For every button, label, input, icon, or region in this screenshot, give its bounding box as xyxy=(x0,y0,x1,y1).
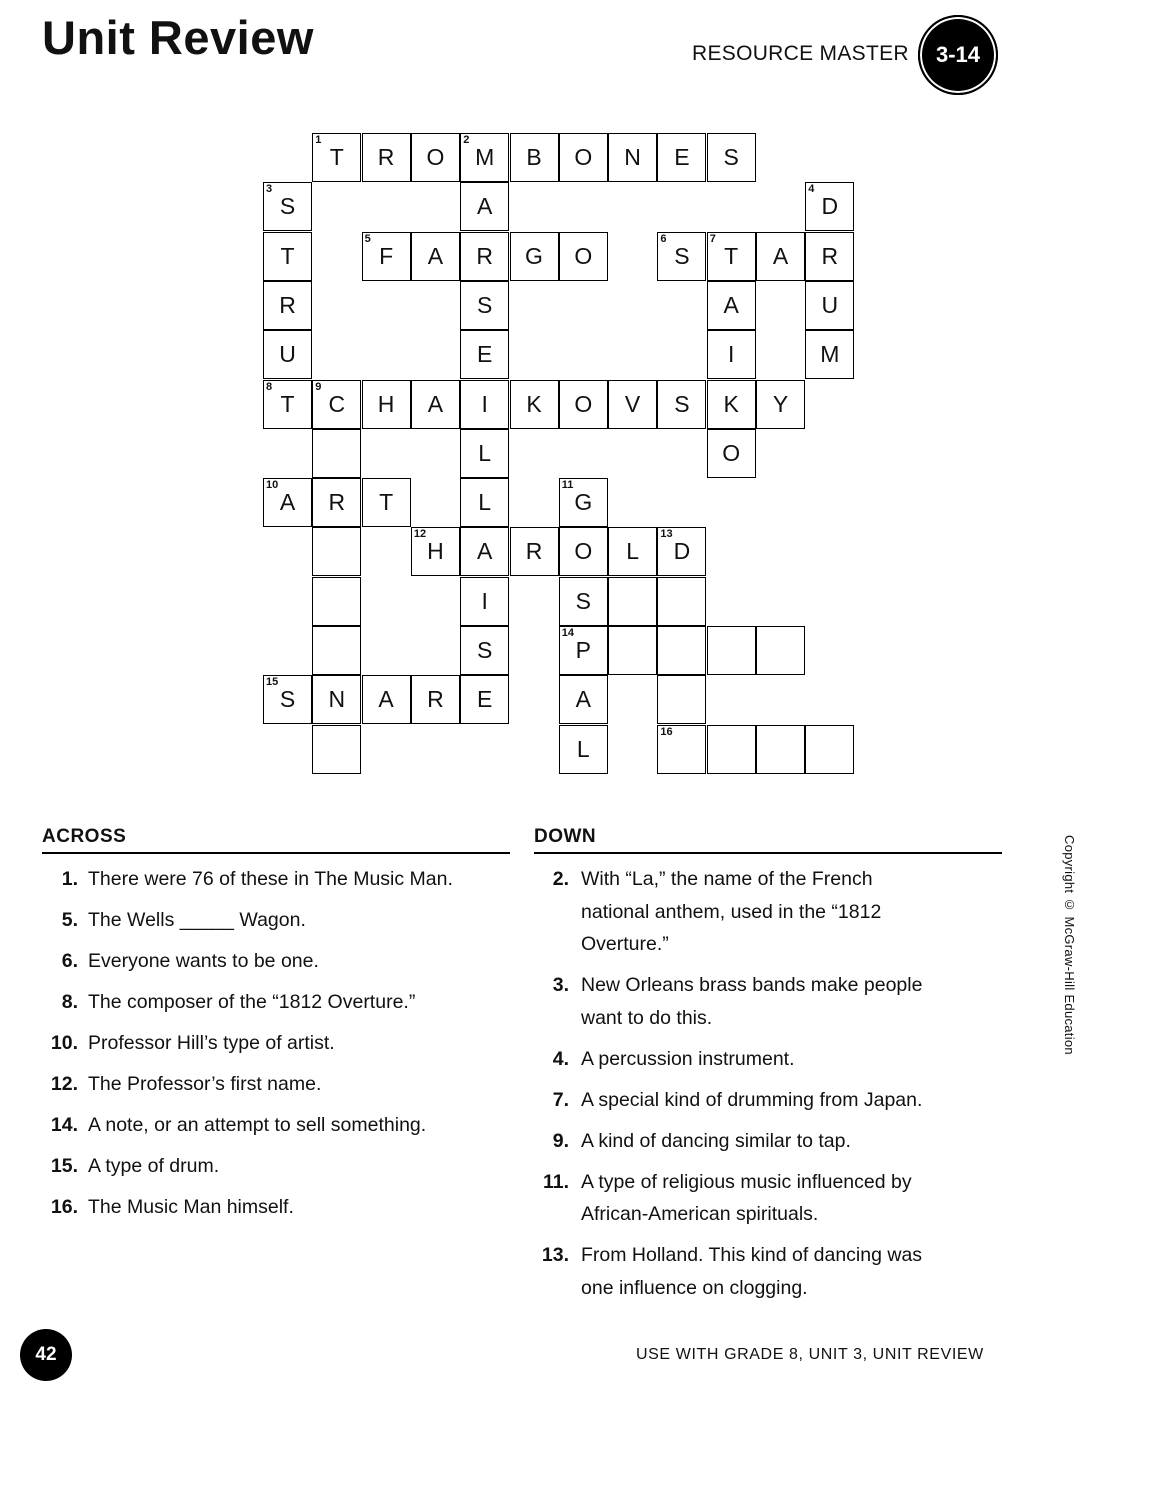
cell-letter: O xyxy=(722,439,741,466)
crossword-cell[interactable] xyxy=(460,232,509,281)
crossword-cell[interactable] xyxy=(510,232,559,281)
across-clue xyxy=(48,986,518,1019)
crossword-cell[interactable] xyxy=(362,478,411,527)
crossword-cell[interactable] xyxy=(411,380,460,429)
cell-number: 16 xyxy=(660,725,673,738)
crossword-cell[interactable] xyxy=(312,527,361,576)
cell-letter: D xyxy=(821,193,839,220)
crossword-cell[interactable] xyxy=(460,527,509,576)
crossword-cell[interactable] xyxy=(756,725,805,774)
crossword-cell[interactable] xyxy=(460,281,509,330)
cell-letter: B xyxy=(526,144,542,170)
crossword-cell[interactable] xyxy=(707,626,756,675)
cell-letter: H xyxy=(427,538,444,565)
crossword-cell[interactable] xyxy=(510,133,559,182)
crossword-cell[interactable] xyxy=(460,133,509,182)
cell-letter: N xyxy=(624,144,641,170)
cell-number: 8 xyxy=(266,380,273,393)
crossword-cell[interactable] xyxy=(362,232,411,281)
crossword-cell[interactable] xyxy=(411,133,460,182)
cell-letter: S xyxy=(674,390,690,417)
cell-letter: L xyxy=(626,538,639,565)
cell-letter: R xyxy=(279,291,296,318)
clue-text-line: A kind of dancing similar to tap. xyxy=(581,1129,851,1152)
crossword-cell[interactable] xyxy=(657,527,706,576)
clue-number: 12. xyxy=(50,1073,78,1095)
crossword-cell[interactable] xyxy=(756,626,805,675)
crossword-cell[interactable] xyxy=(312,675,361,724)
clue-text: Everyone wants to be one. xyxy=(88,950,319,972)
crossword-cell[interactable] xyxy=(559,380,608,429)
crossword-cell[interactable] xyxy=(263,380,312,429)
crossword-cell[interactable] xyxy=(657,380,706,429)
down-heading: DOWN xyxy=(534,826,597,847)
cell-letter: E xyxy=(477,341,493,368)
crossword-cell[interactable] xyxy=(707,281,756,330)
across-clue xyxy=(48,1191,518,1224)
cell-number: 4 xyxy=(808,183,815,196)
cell-number: 11 xyxy=(561,479,574,492)
crossword-cell[interactable] xyxy=(460,577,509,626)
cell-letter: N xyxy=(328,686,346,713)
cell-letter: M xyxy=(820,341,840,368)
across-clue xyxy=(48,1109,518,1142)
crossword-cell[interactable] xyxy=(707,330,756,379)
crossword-cell[interactable] xyxy=(411,527,460,576)
crossword-cell[interactable] xyxy=(460,182,509,231)
across-rule xyxy=(42,852,510,854)
cell-letter: S xyxy=(477,291,493,318)
cell-number: 10 xyxy=(266,479,279,492)
crossword-cell[interactable] xyxy=(362,675,411,724)
clue-number: 15. xyxy=(50,1155,78,1177)
clue-text: There were 76 of these in The Music Man. xyxy=(88,868,453,890)
footer-note: USE WITH GRADE 8, UNIT 3, UNIT REVIEW xyxy=(636,1346,984,1363)
page-number: 42 xyxy=(20,1329,72,1381)
crossword-cell[interactable] xyxy=(559,478,608,527)
cell-number: 12 xyxy=(413,528,427,541)
cell-letter: T xyxy=(379,489,394,516)
clue-text-line: national anthem, used in the “1812 xyxy=(581,900,882,923)
crossword-cell[interactable] xyxy=(707,429,756,478)
crossword-cell[interactable] xyxy=(460,330,509,379)
clue-text-line: From Holland. This kind of dancing was xyxy=(581,1244,923,1266)
cell-letter: O xyxy=(574,390,593,417)
cell-letter: R xyxy=(821,242,839,269)
cell-letter: S xyxy=(575,587,591,614)
cell-number: 13 xyxy=(660,528,673,541)
crossword-cell[interactable] xyxy=(362,133,411,182)
crossword-cell[interactable] xyxy=(312,478,361,527)
cell-letter: S xyxy=(477,637,493,663)
clue-text-line: A type of religious music influenced by xyxy=(581,1170,912,1193)
copyright-notice: Copyright © McGraw-Hill Education xyxy=(1062,835,1077,1055)
crossword-cell[interactable] xyxy=(608,380,657,429)
crossword-cell[interactable] xyxy=(312,725,361,774)
crossword-cell[interactable] xyxy=(707,725,756,774)
crossword-cell[interactable] xyxy=(805,232,854,281)
cell-letter: I xyxy=(481,587,488,614)
across-clue xyxy=(48,863,518,896)
crossword-cell[interactable] xyxy=(657,626,706,675)
clue-text: The Wells _____ Wagon. xyxy=(88,909,306,931)
cell-letter: A xyxy=(477,538,493,565)
crossword-cell[interactable] xyxy=(460,380,509,429)
crossword-cell[interactable] xyxy=(657,725,706,774)
clue-text: Professor Hill’s type of artist. xyxy=(88,1032,335,1054)
cell-letter: L xyxy=(576,735,590,762)
crossword-cell[interactable] xyxy=(756,232,805,281)
cell-letter: S xyxy=(674,242,690,269)
clue-number: 6. xyxy=(61,950,78,972)
cell-letter: U xyxy=(821,291,839,318)
crossword-cell[interactable] xyxy=(312,133,361,182)
cell-number: 5 xyxy=(364,232,371,245)
cell-number: 6 xyxy=(660,232,667,245)
cell-letter: T xyxy=(280,390,295,417)
clue-text: The Music Man himself. xyxy=(88,1196,294,1218)
clue-text-line: A percussion instrument. xyxy=(581,1047,795,1070)
crossword-cell[interactable] xyxy=(263,675,312,724)
cell-letter: A xyxy=(427,242,444,269)
crossword-cell[interactable] xyxy=(707,380,756,429)
crossword-cell[interactable] xyxy=(263,182,312,231)
cell-number: 2 xyxy=(463,134,470,146)
crossword-cell[interactable] xyxy=(657,133,706,182)
clue-number: 3. xyxy=(552,974,569,996)
cell-letter: R xyxy=(328,489,346,516)
cell-letter: S xyxy=(723,144,739,170)
crossword-cell[interactable] xyxy=(657,577,706,626)
clue-number: 5. xyxy=(61,909,78,931)
crossword-cell[interactable] xyxy=(559,626,608,675)
crossword-cell[interactable] xyxy=(559,725,608,774)
crossword-cell[interactable] xyxy=(510,380,559,429)
cell-letter: L xyxy=(478,489,492,516)
crossword-cell[interactable] xyxy=(460,675,509,724)
clue-number: 4. xyxy=(552,1047,569,1070)
crossword-cell[interactable] xyxy=(312,577,361,626)
cell-number: 1 xyxy=(315,134,322,146)
clue-number: 8. xyxy=(61,991,78,1013)
clue-number: 9. xyxy=(552,1129,569,1152)
crossword-cell[interactable] xyxy=(756,380,805,429)
cell-letter: G xyxy=(525,242,543,269)
cell-letter: K xyxy=(723,390,739,417)
cell-letter: O xyxy=(574,538,593,565)
crossword-cell[interactable] xyxy=(707,232,756,281)
clue-text: A type of drum. xyxy=(88,1155,220,1177)
across-clue xyxy=(48,945,518,978)
crossword-cell[interactable] xyxy=(805,281,854,330)
cell-letter: D xyxy=(673,538,691,565)
clue-number: 16. xyxy=(50,1196,78,1218)
clue-number: 13. xyxy=(541,1244,569,1266)
crossword-cell[interactable] xyxy=(608,527,657,576)
clue-number: 1. xyxy=(61,868,78,890)
cell-letter: T xyxy=(280,242,295,269)
crossword-cell[interactable] xyxy=(263,281,312,330)
crossword-cell[interactable] xyxy=(657,232,706,281)
cell-letter: I xyxy=(727,341,735,368)
clue-number: 14. xyxy=(50,1114,78,1136)
cell-letter: V xyxy=(624,390,641,417)
crossword-cell[interactable] xyxy=(312,380,361,429)
cell-letter: A xyxy=(772,242,789,269)
crossword-cell[interactable] xyxy=(559,577,608,626)
cell-letter: F xyxy=(379,242,394,269)
clue-text: The Professor’s first name. xyxy=(88,1073,322,1095)
cell-letter: M xyxy=(475,144,495,170)
clue-number: 11. xyxy=(542,1170,569,1193)
cell-letter: A xyxy=(378,686,394,713)
across-clue xyxy=(48,1027,518,1060)
crossword-cell[interactable] xyxy=(559,133,608,182)
crossword-cell[interactable] xyxy=(805,330,854,379)
crossword-cell[interactable] xyxy=(411,675,460,724)
cell-number: 9 xyxy=(315,380,322,393)
cell-letter: P xyxy=(575,637,591,663)
cell-letter: R xyxy=(525,538,543,565)
resource-badge: 3-14 xyxy=(918,15,998,95)
cell-letter: T xyxy=(329,144,344,170)
cell-letter: A xyxy=(477,193,493,220)
crossword-cell[interactable] xyxy=(559,675,608,724)
crossword-cell[interactable] xyxy=(559,232,608,281)
cell-letter: A xyxy=(427,390,444,417)
cell-letter: O xyxy=(426,144,445,170)
cell-number: 7 xyxy=(709,232,716,245)
cell-letter: L xyxy=(478,439,492,466)
crossword-cell[interactable] xyxy=(312,429,361,478)
crossword-cell[interactable] xyxy=(707,133,756,182)
clue-number: 7. xyxy=(552,1088,569,1111)
across-heading: ACROSS xyxy=(42,826,127,847)
resource-master-label: RESOURCE MASTER xyxy=(692,42,909,65)
clue-text-line: African-American spirituals. xyxy=(581,1203,819,1225)
crossword-cell[interactable] xyxy=(805,725,854,774)
cell-letter: S xyxy=(279,193,296,220)
across-clue xyxy=(48,1150,518,1183)
cell-letter: R xyxy=(476,242,493,269)
cell-letter: E xyxy=(674,144,690,170)
crossword-cell[interactable] xyxy=(362,380,411,429)
crossword-cell[interactable] xyxy=(608,577,657,626)
cell-letter: U xyxy=(279,341,296,368)
down-rule xyxy=(534,852,1002,854)
cell-letter: I xyxy=(481,390,488,417)
crossword-cell[interactable] xyxy=(263,232,312,281)
clue-text: The composer of the “1812 Overture.” xyxy=(88,991,416,1013)
cell-letter: A xyxy=(279,489,296,516)
crossword-cell[interactable] xyxy=(460,429,509,478)
page-title: Unit Review xyxy=(42,11,314,64)
crossword-cell[interactable] xyxy=(608,626,657,675)
crossword-cell[interactable] xyxy=(559,527,608,576)
across-clue xyxy=(48,904,518,937)
cell-letter: O xyxy=(574,242,593,269)
clue-text-line: want to do this. xyxy=(581,1006,713,1029)
cell-number: 14 xyxy=(561,627,575,639)
cell-letter: Y xyxy=(772,390,789,417)
crossword-cell[interactable] xyxy=(608,133,657,182)
crossword-cell[interactable] xyxy=(263,330,312,379)
clue-text-line: Overture.” xyxy=(581,933,669,955)
crossword-cell[interactable] xyxy=(805,182,854,231)
crossword-cell[interactable] xyxy=(263,478,312,527)
cell-letter: K xyxy=(526,390,542,417)
crossword-cell[interactable] xyxy=(411,232,460,281)
cell-letter: H xyxy=(377,390,395,417)
cell-letter: O xyxy=(574,144,593,170)
crossword-cell[interactable] xyxy=(657,675,706,724)
across-clue xyxy=(48,1068,518,1101)
cell-letter: R xyxy=(427,686,444,713)
clue-text-line: A special kind of drumming from Japan. xyxy=(581,1088,923,1111)
crossword-cell[interactable] xyxy=(510,527,559,576)
clue-text: A note, or an attempt to sell something. xyxy=(88,1114,427,1136)
cell-letter: E xyxy=(477,686,493,713)
cell-number: 3 xyxy=(266,183,273,196)
clue-number: 10. xyxy=(50,1032,78,1054)
crossword-cell[interactable] xyxy=(460,626,509,675)
clue-number: 2. xyxy=(552,868,569,890)
cell-letter: A xyxy=(575,686,591,713)
cell-letter: T xyxy=(724,242,739,269)
crossword-cell[interactable] xyxy=(312,626,361,675)
cell-number: 15 xyxy=(266,676,279,689)
cell-letter: C xyxy=(328,390,346,417)
cell-letter: R xyxy=(377,144,395,170)
cell-letter: A xyxy=(723,291,739,318)
clue-text-line: With “La,” the name of the French xyxy=(581,868,873,890)
clue-text-line: one influence on clogging. xyxy=(581,1276,808,1299)
cell-letter: S xyxy=(279,686,296,713)
clue-text-line: New Orleans brass bands make people xyxy=(581,974,923,996)
cell-letter: G xyxy=(574,489,593,516)
crossword-cell[interactable] xyxy=(460,478,509,527)
